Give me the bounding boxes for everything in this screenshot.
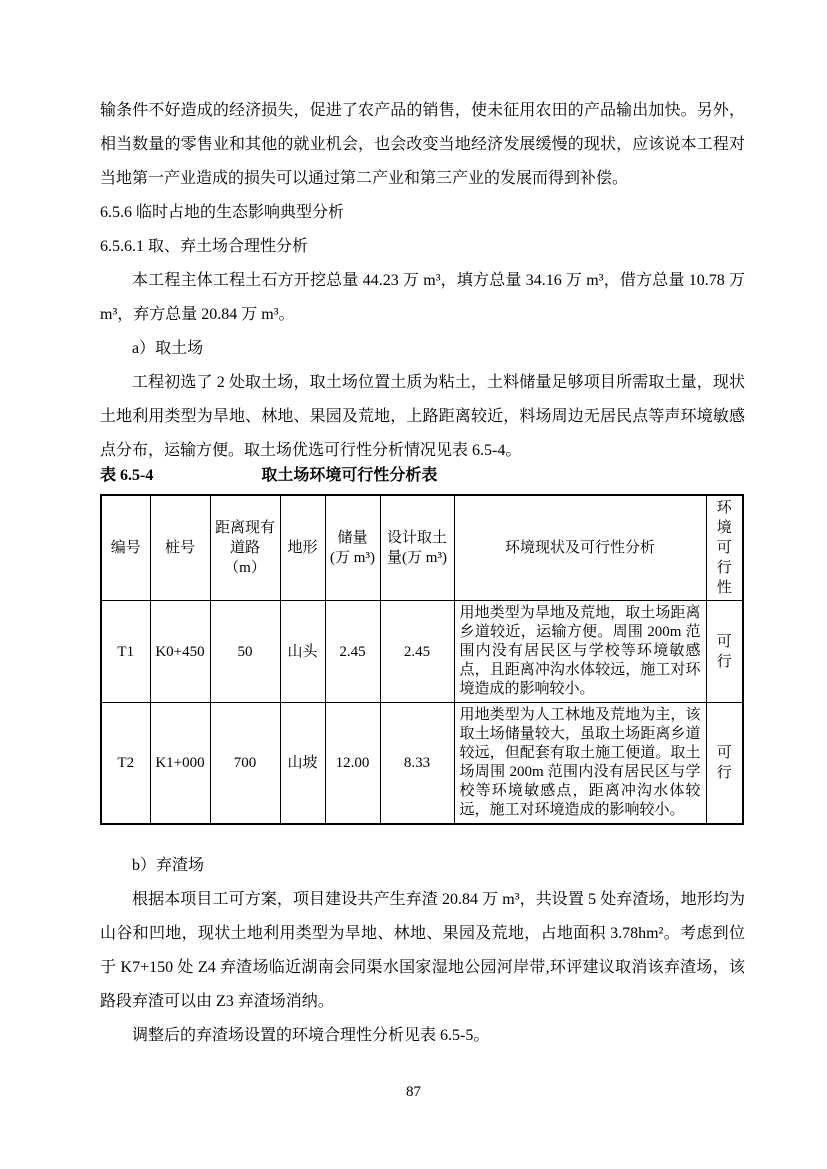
feasibility-table <box>100 494 744 825</box>
col-header-analysis: 环境现状及可行性分析 <box>454 495 706 601</box>
col-header-design-take: 设计取土量(万 m³) <box>380 495 454 601</box>
col-header-distance: 距离现有道路（m） <box>210 495 280 601</box>
cell-design-take: 2.45 <box>380 601 454 703</box>
cell-reserve: 12.00 <box>325 703 380 825</box>
cell-station: K0+450 <box>150 601 210 703</box>
cell-design-take: 8.33 <box>380 703 454 825</box>
cell-terrain: 山坡 <box>280 703 325 825</box>
paragraph-adjusted-spoil: 调整后的弃渣场设置的环境合理性分析见表 6.5-5。 <box>132 1027 490 1044</box>
cell-id: T1 <box>101 601 150 703</box>
page-number: 87 <box>406 1084 421 1100</box>
cell-station: K1+000 <box>150 703 210 825</box>
table-header-row <box>101 495 743 601</box>
paragraph-spoil-area: 根据本项目工可方案，项目建设共产生弃渣 20.84 万 m³，共设置 5 处弃渣场，地形均为山谷和凹地，现状土地利用类型为旱地、林地、果园及荒地，占地面积 3.78hm²。考虑到位于 K7+150 处 Z4 弃渣场临近湖南会同渠水国家湿地公园河岸带,环评建议取消该弃渣场，该路段弃渣可以由 Z3 弃渣场消纳。 <box>100 891 745 1010</box>
cell-distance: 700 <box>210 703 280 825</box>
section-heading-6-5-6-1: 6.5.6.1 取、弃土场合理性分析 <box>100 238 309 255</box>
col-header-terrain: 地形 <box>280 495 325 601</box>
table-caption <box>100 466 745 486</box>
cell-distance: 50 <box>210 601 280 703</box>
list-item-b-spoil-area: b）弃渣场 <box>132 857 205 874</box>
cell-analysis: 用地类型为旱地及荒地，取土场距离乡道较近，运输方便。周围 200m 范围内没有居民区与学校等环境敏感点，且距离冲沟水体较远，施工对环境造成的影响较小。 <box>454 601 706 703</box>
list-item-a-borrow-area: a）取土场 <box>132 340 204 357</box>
cell-feasibility: 可行 <box>706 703 743 825</box>
table-caption-title: 取土场环境可行性分析表 <box>261 467 438 484</box>
cell-reserve: 2.45 <box>325 601 380 703</box>
cell-analysis: 用地类型为人工林地及荒地为主，该取土场储量较大，虽取土场距离乡道较远，但配套有取土施工便道。取土场周围 200m 范围内没有居民区与学校等环境敏感点，距离冲沟水体较远，施工对环境造成的影响较小。 <box>454 703 706 825</box>
table-row <box>101 703 743 825</box>
section-heading-6-5-6: 6.5.6 临时占地的生态影响典型分析 <box>100 204 345 221</box>
paragraph-earthwork-totals: 本工程主体工程土石方开挖总量 44.23 万 m³，填方总量 34.16 万 m³，借方总量 10.78 万 m³，弃方总量 20.84 万 m³。 <box>100 272 745 323</box>
table-caption-label: 表 6.5-4 <box>100 467 154 484</box>
table-row <box>101 601 743 703</box>
paragraph-borrow-area: 工程初选了 2 处取土场，取土场位置土质为粘土，土料储量足够项目所需取土量，现状土地利用类型为旱地、林地、果园及荒地，上路距离较近，料场周边无居民点等声环境敏感点分布，运输方便。取土场优选可行性分析情况见表 6.5-4。 <box>100 374 745 459</box>
cell-terrain: 山头 <box>280 601 325 703</box>
cell-id: T2 <box>101 703 150 825</box>
col-header-id: 编号 <box>101 495 150 601</box>
page-content <box>100 94 745 1053</box>
cell-feasibility: 可行 <box>706 601 743 703</box>
col-header-reserve: 储量(万 m³) <box>325 495 380 601</box>
paragraph-continuation: 输条件不好造成的经济损失，促进了农产品的销售，使未征用农田的产品输出加快。另外，相当数量的零售业和其他的就业机会，也会改变当地经济发展缓慢的现状，应该说本工程对当地第一产业造成的损失可以通过第二产业和第三产业的发展而得到补偿。 <box>100 102 745 187</box>
col-header-station: 桩号 <box>150 495 210 601</box>
col-header-feasibility: 环境可行性 <box>706 495 743 601</box>
